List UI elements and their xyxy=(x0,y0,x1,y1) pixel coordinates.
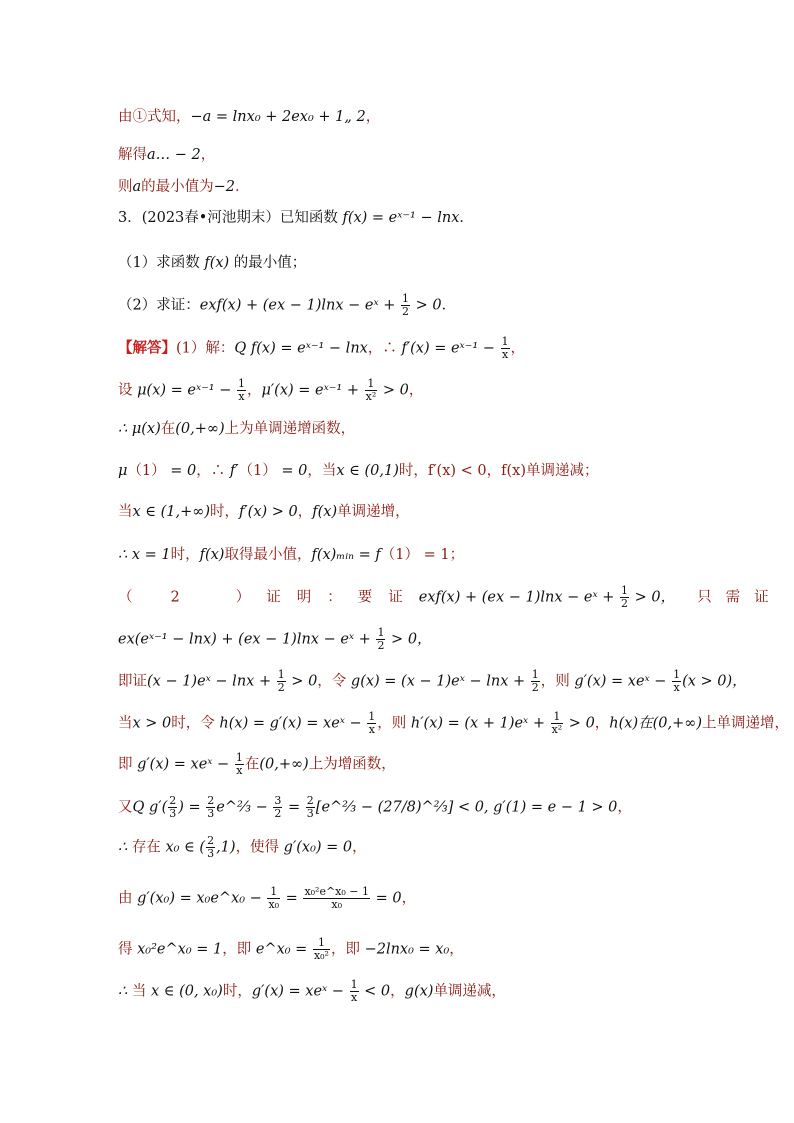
numerator: 2 xyxy=(169,794,177,807)
math: g(x) xyxy=(404,983,434,1000)
math: μ′(x) = eˣ⁻¹ + xyxy=(261,382,364,399)
text: （1） = 1； xyxy=(380,547,465,563)
math: > 0 xyxy=(378,382,409,399)
math: x ∈ (1,+∞) xyxy=(132,504,211,520)
text: ， xyxy=(246,382,262,399)
math: f(x)ₘᵢₙ = f xyxy=(311,547,381,563)
math: ) = xyxy=(178,799,206,816)
line-1 xyxy=(118,107,380,127)
text: （1） xyxy=(238,463,277,479)
line-11 xyxy=(118,502,410,522)
text: 的最小值为 xyxy=(141,179,214,195)
math: ,1) xyxy=(216,839,236,856)
text: 当 xyxy=(118,504,133,520)
math: g(x) = (x − 1)eˣ − lnx + xyxy=(350,673,530,690)
math: f(x) xyxy=(312,504,338,520)
denominator: 3 xyxy=(207,847,215,860)
fraction xyxy=(277,669,286,694)
problem-3-part-1 xyxy=(118,253,306,273)
fraction xyxy=(267,886,280,911)
text: ，即 xyxy=(330,941,365,958)
text: ． xyxy=(441,297,457,314)
denominator: x² xyxy=(551,723,563,736)
fraction xyxy=(168,795,177,820)
numerator: 2 xyxy=(306,794,314,807)
math: μ(x) = eˣ⁻¹ − xyxy=(137,382,236,399)
math: h(x) = g′(x) = xeˣ − xyxy=(219,715,367,732)
fraction xyxy=(551,711,564,736)
text: ， xyxy=(390,983,405,1000)
text: 设 xyxy=(118,382,138,399)
line-14 xyxy=(118,627,432,652)
text: ，当 xyxy=(307,463,337,479)
denominator: 2 xyxy=(274,807,282,820)
text: 时，令 xyxy=(171,715,220,732)
text: 存在 xyxy=(131,839,166,856)
denominator: x² xyxy=(365,390,377,403)
numerator: 1 xyxy=(313,937,330,950)
math: > 0， xyxy=(630,589,676,606)
text: ）证明：要证 xyxy=(235,589,419,606)
text: ， xyxy=(449,941,464,958)
text: （1） xyxy=(127,463,166,479)
math: < 0 xyxy=(359,983,391,1000)
math: f′ xyxy=(229,463,239,479)
denominator: 2 xyxy=(277,681,285,694)
math: g′(x₀) = 0 xyxy=(283,839,353,856)
math: ∴ xyxy=(118,983,132,1000)
text: 则 xyxy=(118,179,133,195)
numerator: 1 xyxy=(267,886,280,899)
fraction xyxy=(237,378,246,403)
math: f(x) xyxy=(204,255,230,271)
math: h′(x) = (x + 1)eˣ + xyxy=(410,715,550,732)
text: 上为单调递增函数， xyxy=(224,421,356,437)
denominator: x₀² xyxy=(313,949,329,962)
math: x > 0 xyxy=(132,715,172,732)
fraction xyxy=(376,627,385,652)
fraction xyxy=(235,752,244,777)
denominator: 2 xyxy=(531,681,539,694)
text: 解得 xyxy=(118,147,147,163)
text: 当 xyxy=(118,715,133,732)
math: > 0 xyxy=(286,673,318,690)
text: ，即 xyxy=(222,941,256,958)
fraction xyxy=(306,795,315,820)
text: （ xyxy=(118,589,133,606)
denominator: 3 xyxy=(207,807,215,820)
line-21 xyxy=(118,937,464,962)
math: −2lnx₀ = x₀ xyxy=(364,941,450,958)
text: ，则 xyxy=(377,715,411,732)
text: ，令 xyxy=(317,673,351,690)
denominator: x xyxy=(673,681,680,694)
denominator: x xyxy=(350,991,358,1004)
math: Q g′( xyxy=(132,799,168,816)
numerator: 1 xyxy=(402,292,410,305)
numerator: 1 xyxy=(621,584,629,597)
text: 只需证 xyxy=(697,589,783,606)
denominator: 3 xyxy=(306,807,314,820)
line-15 xyxy=(118,669,747,694)
numerator: 1 xyxy=(277,668,285,681)
numerator: 1 xyxy=(237,377,245,390)
math: Q f(x) = eˣ⁻¹ − lnx xyxy=(234,340,368,357)
numerator: 1 xyxy=(235,751,243,764)
numerator: 1 xyxy=(501,335,509,348)
denominator: x₀ xyxy=(331,898,343,911)
text: ， xyxy=(352,839,367,856)
math: g′(x) = xeˣ − xyxy=(574,673,672,690)
math: g′(x₀) = x₀e^x₀ − xyxy=(137,890,267,907)
text: ，∴ xyxy=(196,463,230,479)
fraction xyxy=(273,795,282,820)
text: 在 xyxy=(244,756,260,773)
text: 的最小值； xyxy=(229,255,307,271)
math: (0,+∞) xyxy=(175,421,225,437)
denominator: 2 xyxy=(402,305,410,318)
text: 时， xyxy=(210,504,240,520)
math: ∴ μ(x) xyxy=(118,421,161,437)
text: 2 xyxy=(170,589,180,606)
math: [e^⅔ − (27/8)^⅔] < 0, g′(1) = e − 1 > 0 xyxy=(315,799,618,816)
numerator: 3 xyxy=(274,794,282,807)
math: x₀²e^x₀ = 1 xyxy=(137,941,223,958)
text: 上为增函数， xyxy=(308,756,396,773)
denominator: x xyxy=(238,390,245,403)
math: ex(eˣ⁻¹ − lnx) + (ex − 1)lnx − eˣ + xyxy=(118,631,376,648)
line-8 xyxy=(118,378,423,403)
math: exf(x) + (ex − 1)lnx − eˣ + xyxy=(418,589,620,606)
math: > 0 xyxy=(411,297,442,314)
math: x ∈ (0,1) xyxy=(336,463,399,479)
fraction xyxy=(401,293,410,318)
answer-tag: 【解答】 xyxy=(118,339,176,357)
numerator: 1 xyxy=(368,710,376,723)
text: 时， xyxy=(222,983,252,1000)
math: f′(x) > 0 xyxy=(239,504,298,520)
math: x₀ ∈ ( xyxy=(165,839,206,856)
denominator: 2 xyxy=(621,597,629,610)
line-2 xyxy=(118,145,215,165)
problem-3-stem xyxy=(118,208,474,228)
fraction xyxy=(531,669,540,694)
numerator: 1 xyxy=(377,626,385,639)
text: ， xyxy=(510,340,526,357)
math: ∴ xyxy=(118,839,132,856)
numerator: 1 xyxy=(673,668,681,681)
math: = xyxy=(281,890,303,907)
text: （1）求函数 xyxy=(118,255,205,271)
math: = 0 xyxy=(276,463,308,479)
line-13 xyxy=(118,584,783,610)
math: exf(x) + (ex − 1)lnx − eˣ + xyxy=(199,297,401,314)
math: e^⅔ − xyxy=(216,799,273,816)
fraction xyxy=(501,336,510,361)
text: 单调递增， xyxy=(337,504,410,520)
denominator: x xyxy=(368,723,375,736)
text: 时， xyxy=(170,547,200,563)
line-9 xyxy=(118,419,355,439)
text: 时，f′(x) < 0，f(x)单调递减； xyxy=(398,463,599,479)
line-22 xyxy=(118,979,506,1004)
fraction xyxy=(313,937,330,962)
text: 由 xyxy=(118,890,138,907)
text: （2）求证： xyxy=(118,297,200,314)
math: (x > 0)， xyxy=(682,673,747,690)
line-18 xyxy=(118,795,632,820)
math: −a = lnx₀ + 2ex₀ + 1„ 2 xyxy=(190,109,366,125)
math: a… − 2 xyxy=(147,147,201,163)
text: ， xyxy=(297,504,313,520)
fraction xyxy=(672,669,681,694)
text: 单调递减， xyxy=(433,983,506,1000)
line-20 xyxy=(118,886,416,911)
fraction xyxy=(620,585,629,610)
math: = 0 xyxy=(165,463,197,479)
denominator: x xyxy=(236,764,243,777)
fraction xyxy=(367,711,376,736)
text: ． xyxy=(459,210,474,226)
fraction xyxy=(206,795,215,820)
math: a xyxy=(132,179,142,195)
text: 由①式知， xyxy=(118,109,191,125)
numerator: 1 xyxy=(350,978,358,991)
numerator: 2 xyxy=(207,794,215,807)
numerator: 1 xyxy=(551,711,564,724)
text: 当 xyxy=(131,983,151,1000)
answer-part-1-line xyxy=(118,336,525,361)
text: 3．(2023春•河池期末）已知函数 xyxy=(118,210,343,226)
problem-3-part-2 xyxy=(118,293,456,318)
numerator: 1 xyxy=(365,378,378,391)
fraction xyxy=(206,835,215,860)
math: = 0 xyxy=(371,890,402,907)
text: 又 xyxy=(118,799,133,816)
math: x ∈ (0, x₀) xyxy=(150,983,223,1000)
math: (x − 1)eˣ − lnx + xyxy=(147,673,276,690)
line-10 xyxy=(118,461,599,481)
text: (1）解： xyxy=(176,340,235,357)
text: ， xyxy=(200,147,216,163)
denominator: 3 xyxy=(169,807,177,820)
fraction xyxy=(350,979,359,1004)
text: ， xyxy=(594,715,610,732)
text: ，则 xyxy=(540,673,575,690)
fraction xyxy=(365,378,378,403)
math: > 0， xyxy=(386,631,432,648)
text: ， xyxy=(408,382,424,399)
fraction xyxy=(303,886,370,911)
denominator: 2 xyxy=(377,639,385,652)
numerator: x₀²e^x₀ − 1 xyxy=(304,885,370,898)
math: h(x)在(0,+∞) xyxy=(609,715,703,732)
line-3 xyxy=(118,177,250,197)
text: ，∴ xyxy=(367,340,402,357)
numerator: 1 xyxy=(531,668,539,681)
numerator: 2 xyxy=(207,834,215,847)
text: 即 xyxy=(118,756,138,773)
math: f′(x) = eˣ⁻¹ − xyxy=(401,340,500,357)
text: 即证 xyxy=(118,673,147,690)
text: ， xyxy=(617,799,632,816)
math: > 0 xyxy=(564,715,595,732)
math: μ xyxy=(118,463,128,479)
text: ，使得 xyxy=(235,839,284,856)
text: ． xyxy=(235,179,250,195)
math: ∴ x = 1 xyxy=(118,547,171,563)
denominator: x₀ xyxy=(268,898,280,911)
line-19 xyxy=(118,835,367,860)
math: −2 xyxy=(213,179,236,195)
text: ， xyxy=(365,109,381,125)
math: f(x) = eˣ⁻¹ − lnx xyxy=(342,210,460,226)
math: e^x₀ = xyxy=(255,941,312,958)
math: g′(x) = xeˣ − xyxy=(137,756,234,773)
math: g′(x) = xeˣ − xyxy=(251,983,349,1000)
line-12 xyxy=(118,545,464,565)
text: ， xyxy=(401,890,417,907)
line-17 xyxy=(118,752,396,777)
line-16 xyxy=(118,711,789,736)
math: (0,+∞) xyxy=(259,756,309,773)
text: 得 xyxy=(118,941,138,958)
text: 取得最小值， xyxy=(224,547,312,563)
math: f(x) xyxy=(199,547,225,563)
denominator: x xyxy=(501,348,509,361)
text: 在 xyxy=(160,421,176,437)
text: 上单调递增， xyxy=(702,715,790,732)
math: = xyxy=(283,799,305,816)
